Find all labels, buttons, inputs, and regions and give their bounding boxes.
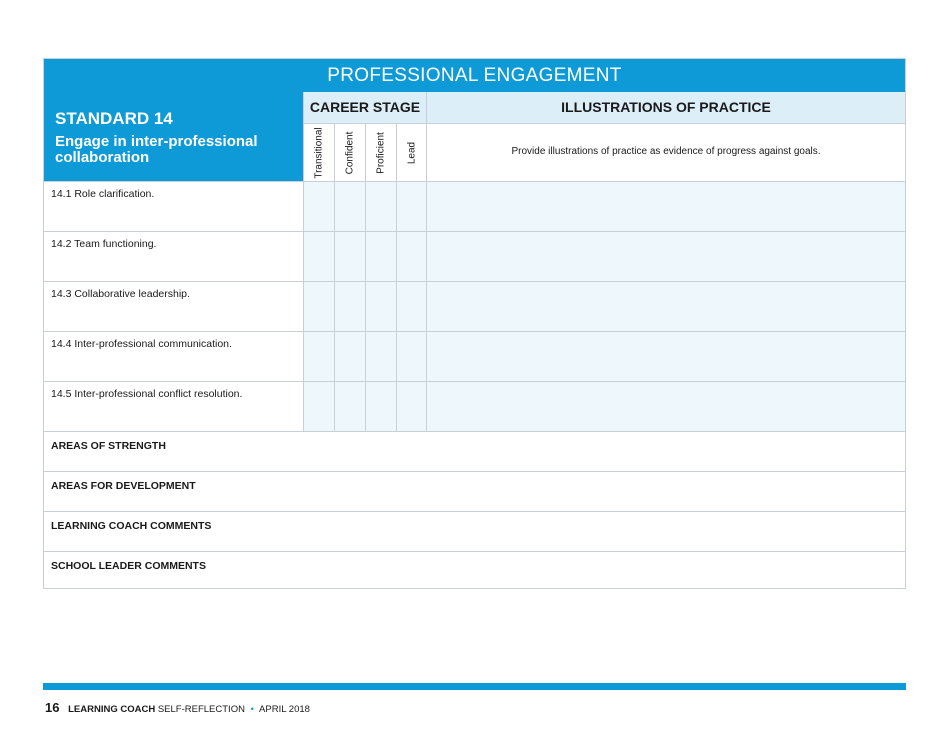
illustration-cell[interactable] (426, 182, 905, 231)
transitional-cell[interactable] (303, 282, 334, 331)
proficient-cell[interactable] (365, 182, 396, 231)
item-label: 14.3 Collaborative leadership. (51, 288, 190, 300)
table-row (44, 281, 905, 331)
transitional-cell[interactable] (303, 182, 334, 231)
confident-cell[interactable] (334, 282, 365, 331)
table-row (44, 181, 905, 231)
illustrations-instruction: Provide illustrations of practice as evidence of progress against goals. (426, 123, 905, 181)
school-leader-comments-row[interactable] (44, 551, 905, 588)
lead-cell[interactable] (396, 332, 426, 381)
career-stage-header: CAREER STAGE (303, 92, 426, 123)
areas-for-development-row[interactable] (44, 471, 905, 511)
table-row (44, 381, 905, 431)
stage-confident-header (334, 123, 365, 181)
areas-of-strength-row[interactable] (44, 431, 905, 471)
area-label: SCHOOL LEADER COMMENTS (51, 560, 206, 572)
illustrations-header: ILLUSTRATIONS OF PRACTICE (426, 92, 905, 123)
stage-transitional-header (303, 123, 334, 181)
stage-proficient-header (365, 123, 396, 181)
footer (45, 700, 310, 715)
section-banner: PROFESSIONAL ENGAGEMENT (44, 59, 905, 92)
area-label: AREAS OF STRENGTH (51, 440, 166, 452)
transitional-cell[interactable] (303, 232, 334, 281)
item-label: 14.2 Team functioning. (51, 238, 157, 250)
footer-date: APRIL 2018 (259, 704, 310, 715)
lead-cell[interactable] (396, 182, 426, 231)
stage-label: Proficient (375, 131, 387, 174)
standard-subtitle: Engage in inter-professional collaboration (55, 133, 258, 166)
stage-label: Lead (406, 141, 417, 164)
page-number: 16 (45, 700, 60, 715)
standard-header (44, 92, 303, 181)
confident-cell[interactable] (334, 232, 365, 281)
footer-separator: • (250, 704, 254, 715)
footer-bar (43, 683, 906, 690)
illustration-cell[interactable] (426, 332, 905, 381)
confident-cell[interactable] (334, 332, 365, 381)
lead-cell[interactable] (396, 382, 426, 431)
area-label: LEARNING COACH COMMENTS (51, 520, 212, 532)
footer-title-bold: LEARNING COACH (68, 704, 156, 715)
footer-title-rest: SELF-REFLECTION (157, 704, 245, 715)
table-row (44, 331, 905, 381)
stage-label: Confident (344, 131, 356, 174)
proficient-cell[interactable] (365, 232, 396, 281)
reflection-table (43, 58, 906, 589)
lead-cell[interactable] (396, 232, 426, 281)
standard-title: STANDARD 14 (55, 109, 173, 128)
learning-coach-comments-row[interactable] (44, 511, 905, 551)
lead-cell[interactable] (396, 282, 426, 331)
area-label: AREAS FOR DEVELOPMENT (51, 480, 196, 492)
stage-lead-header (396, 123, 426, 181)
confident-cell[interactable] (334, 182, 365, 231)
proficient-cell[interactable] (365, 382, 396, 431)
table-row (44, 231, 905, 281)
stage-label: Transitional (313, 126, 325, 179)
illustration-cell[interactable] (426, 232, 905, 281)
item-label: 14.1 Role clarification. (51, 188, 155, 200)
transitional-cell[interactable] (303, 382, 334, 431)
illustration-cell[interactable] (426, 382, 905, 431)
illustration-cell[interactable] (426, 282, 905, 331)
proficient-cell[interactable] (365, 282, 396, 331)
item-label: 14.5 Inter-professional conflict resolution. (51, 388, 243, 400)
item-label: 14.4 Inter-professional communication. (51, 338, 232, 350)
transitional-cell[interactable] (303, 332, 334, 381)
proficient-cell[interactable] (365, 332, 396, 381)
confident-cell[interactable] (334, 382, 365, 431)
